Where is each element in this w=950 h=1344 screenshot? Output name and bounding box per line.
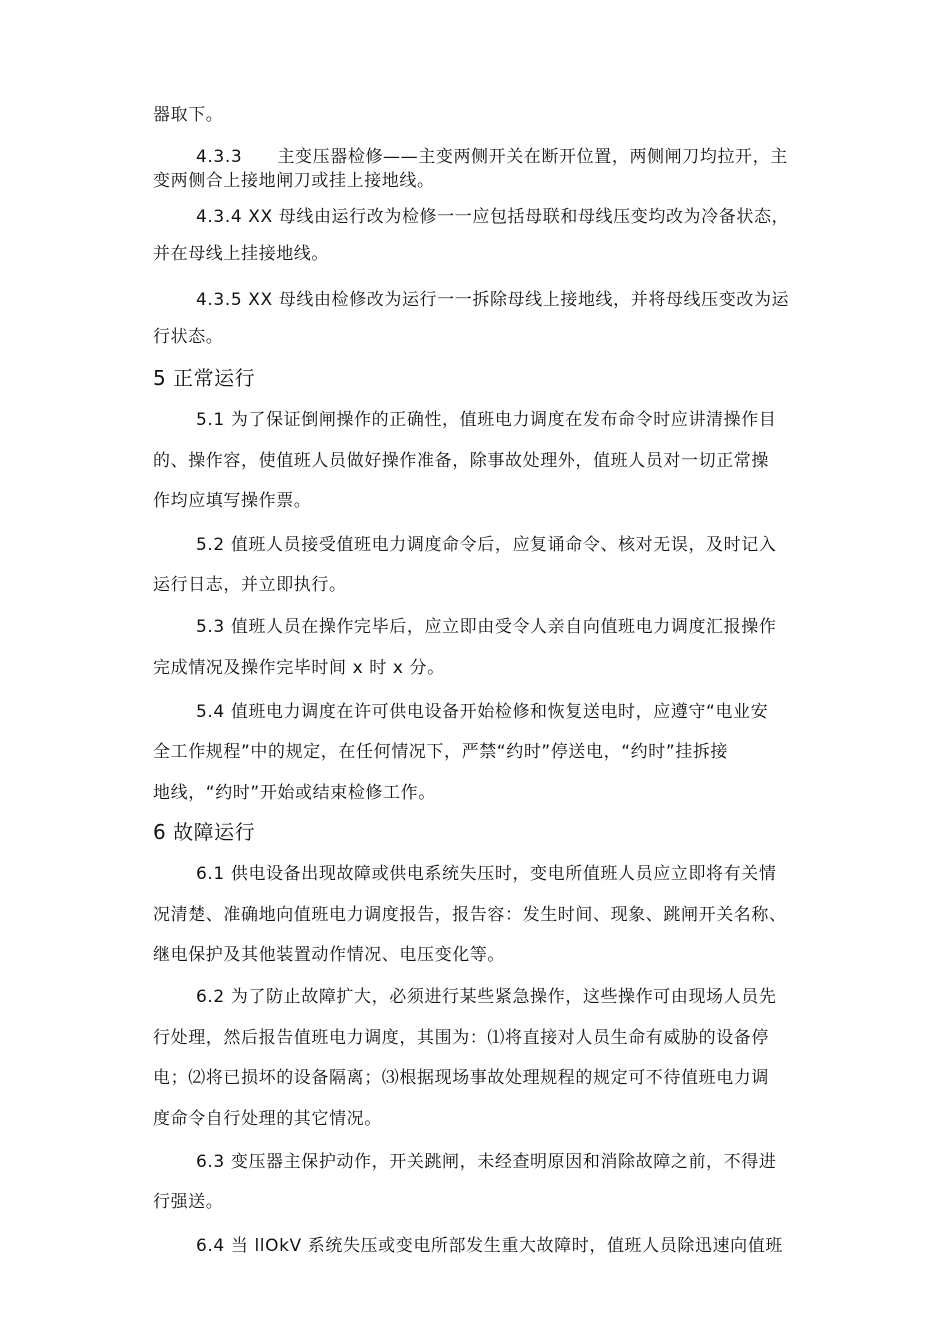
section-heading-6: 6 故障运行 [153,820,256,844]
paragraph-line: 器取下。 [153,105,224,125]
paragraph-line: 全工作规程”中的规定，在任何情况下，严禁“约时”停送电，“约时”挂拆接 [153,742,729,762]
paragraph-line: 度命令自行处理的其它情况。 [153,1109,382,1129]
paragraph-line: 5.1 为了保证倒闸操作的正确性，值班电力调度在发布命令时应讲清操作目 [196,410,777,430]
section-heading-5: 5 正常运行 [153,366,256,390]
paragraph-line: 变两侧合上接地闸刀或挂上接地线。 [153,171,435,191]
paragraph-line: 运行日志，并立即执行。 [153,575,347,595]
paragraph-line: 完成情况及操作完毕时间 x 时 x 分。 [153,658,445,678]
paragraph-line: 5.4 值班电力调度在许可供电设备开始检修和恢复送电时，应遵守“电业安 [196,702,769,722]
paragraph-line: 电；⑵将已损坏的设备隔离；⑶根据现场事故处理规程的规定可不待值班电力调 [153,1068,769,1088]
paragraph-line: 4.3.4 XX 母线由运行改为检修一一应包括母联和母线压变均改为冷备状态， [196,207,790,227]
paragraph-line: 况清楚、准确地向值班电力调度报告，报告容：发生时间、现象、跳闸开关名称、 [153,905,787,925]
paragraph-line: 行处理，然后报告值班电力调度，其围为：⑴将直接对人员生命有威胁的设备停 [153,1028,769,1048]
paragraph-line: 继电保护及其他装置动作情况、电压变化等。 [153,945,505,965]
paragraph-line: 行状态。 [153,327,224,347]
paragraph-line: 的、操作容，使值班人员做好操作准备，除事故处理外，值班人员对一切正常操 [153,451,769,471]
paragraph-line: 6.2 为了防止故障扩大，必须进行某些紧急操作，这些操作可由现场人员先 [196,987,777,1007]
paragraph-line: 5.2 值班人员接受值班电力调度命令后，应复诵命令、核对无误，及时记入 [196,535,777,555]
paragraph-line: 6.3 变压器主保护动作，开关跳闸，未经查明原因和消除故障之前，不得进 [196,1152,777,1172]
paragraph-line: 行强送。 [153,1192,224,1212]
paragraph-line: 6.4 当 llOkV 系统失压或变电所部发生重大故障时，值班人员除迅速向值班 [196,1236,783,1256]
paragraph-line: 地线，“约时”开始或结束检修工作。 [153,783,436,803]
paragraph-line: 4.3.5 XX 母线由检修改为运行一一拆除母线上接地线，并将母线压变改为运 [196,290,790,310]
paragraph-line: 5.3 值班人员在操作完毕后，应立即由受令人亲自向值班电力调度汇报操作 [196,617,777,637]
paragraph-line: 并在母线上挂接地线。 [153,244,329,264]
paragraph-line: 作均应填写操作票。 [153,491,312,511]
paragraph-line: 4.3.3 主变压器检修——主变两侧开关在断开位置，两侧闸刀均拉开，主 [196,147,788,167]
paragraph-line: 6.1 供电设备出现故障或供电系统失压时，变电所值班人员应立即将有关情 [196,864,777,884]
